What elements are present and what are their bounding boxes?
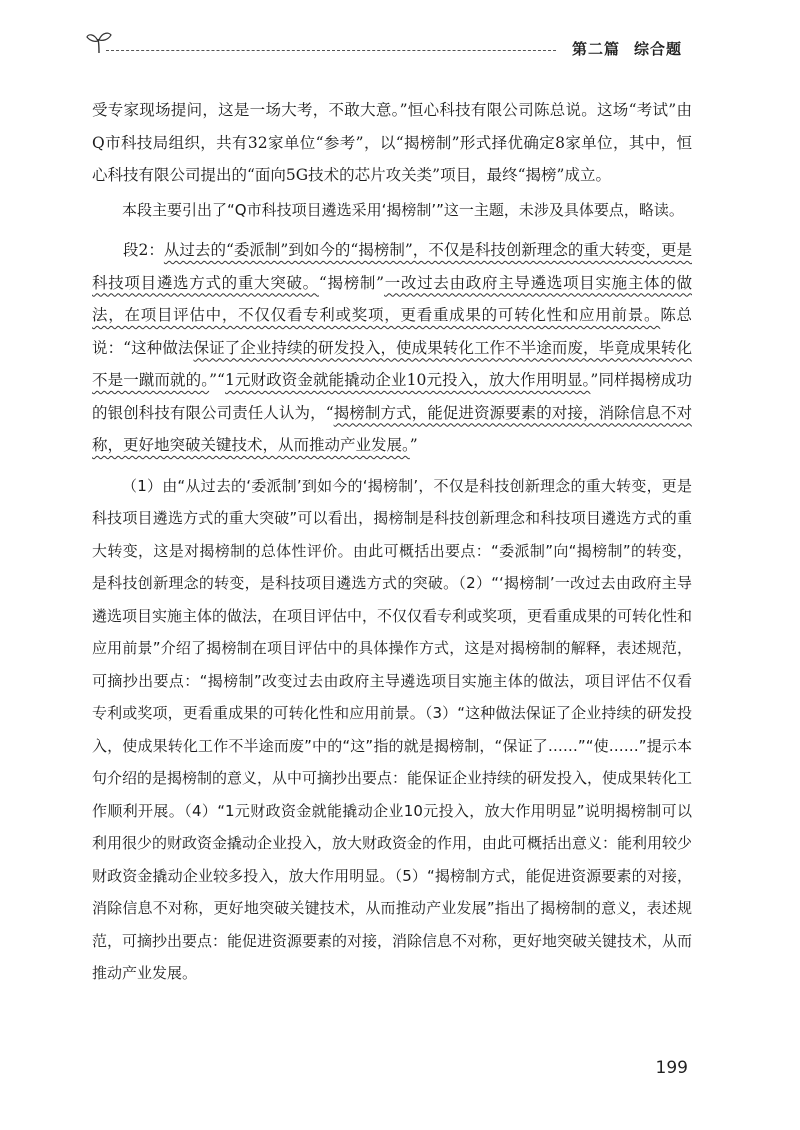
summary-paragraph: 本段主要引出了“Q市科技项目遴选采用‘揭榜制’”这一主题，未涉及具体要点，略读。 (122, 200, 684, 219)
analysis-paragraph: （1）由“从过去的‘委派制’到如今的‘揭榜制’，不仅是科技创新理念的重大转变，更是科技项目遴选方式的重大突破”可以看出，揭榜制是科技创新理念和科技项目遴选方式的重大转变，这是对揭榜制的总体性评价。由此可概括出要点：“委派制”向“揭榜制”的转变，是科技创新理念的转变，是科技项目遴选方式的突破。（2）“‘揭榜制’一改过去由政府主导遴选项目实施主体的做法，在项目评估中，不仅仅看专利或奖项，更看重成果的可转化性和应用前景”介绍了揭榜制在项目评估中的具体操作方式，这是对揭榜制的解释，表述规范，可摘抄出要点：“揭榜制”改变过去由政府主导遴选项目实施主体的做法，项目评估不仅看专利或奖项，更看重成果的可转化性和应用前景。（3）“这种做法保证了企业持续的研发投入，使成果转化工作不半途而废”中的“这”指的就是揭榜制，“保证了……”“使……”提示本句介绍的是揭榜制的意义，从中可摘抄出要点：能保证企业持续的研发投入，使成果转化工作顺利开展。（4）“1元财政资金就能撬动企业10元投入，放大作用明显”说明揭榜制可以利用很少的财政资金撬动企业投入，放大财政资金的作用，由此可概括出意义：能利用较少财政资金撬动企业较多投入，放大作用明显。（5）“揭榜制方式，能促进资源要素的对接，消除信息不对称，更好地突破关键技术，从而推动产业发展”指出了揭榜制的意义，表述规范，可摘抄出要点：能促进资源要素的对接，消除信息不对称，更好地突破关键技术，从而推动产业发展。 (92, 476, 693, 982)
p2-underlined-5: 揭榜制方式，能促进资源要素的对接，消除信息不对称，更好地突破关键技术，从而推动产业发展。 (92, 403, 692, 454)
p2-label: 段2： (123, 241, 164, 259)
p2-underlined-1: 从过去的“委派制”到如今的“揭榜制”，不仅是科技创新理念的重大转变，更是科技项目遴选方式的重大突破。 (92, 241, 692, 292)
paragraph-2 (92, 234, 692, 462)
header-rule (106, 50, 556, 51)
p2-underlined-4: 1元财政资金就能撬动企业10元投入，放大作用明显。 (224, 371, 591, 389)
p2-text-4: ”“ (209, 371, 225, 389)
p2-text-2: “揭榜制” (318, 273, 385, 292)
page-body (92, 94, 692, 990)
section-label: 综合题 (633, 40, 682, 58)
p2-underlined-3: 保证了企业持续的研发投入，使成果转化工作不半途而废，毕竟成果转化不是一蹴而就的。 (92, 338, 692, 389)
chapter-label (572, 38, 682, 59)
p2-underlined-2: 一改过去由政府主导遴选项目实施主体的做法，在项目评估中，不仅仅看专利或奖项，更看重成果的可转化性和应用前景。 (92, 273, 692, 324)
p2-text-3: 陈总说：“这种做法 (92, 306, 692, 357)
p2-text-5: ”同样揭榜成功的银创科技有限公司责任人认为，“ (92, 371, 692, 422)
paragraph-1: 受专家现场提问，这是一场大考，不敢大意。”恒心科技有限公司陈总说。这场“考试”由Q市科技局组织，共有32家单位“参考”，以“揭榜制”形式择优确定8家单位，其中，恒心科技有限公司提出的“面向5G技术的芯片攻关类”项目，最终“揭榜”成立。 (92, 101, 692, 184)
page-number: 199 (655, 1058, 688, 1078)
page-header (86, 30, 682, 62)
p2-text-6: ” (409, 436, 418, 454)
part-label: 第二篇 (571, 40, 620, 58)
